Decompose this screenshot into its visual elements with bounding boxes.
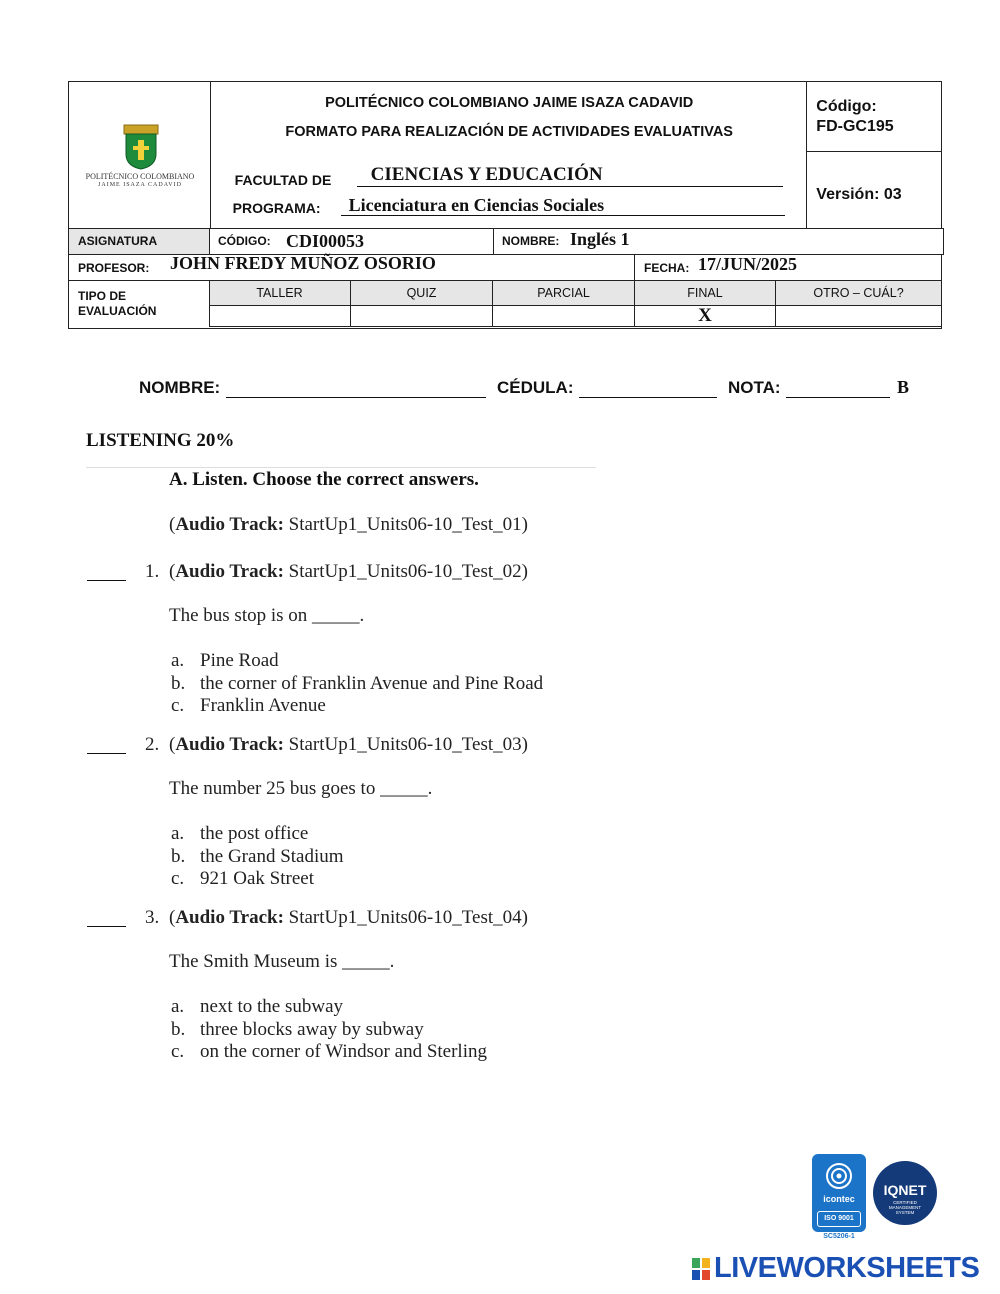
answer-blank[interactable] [87, 753, 126, 754]
eval-quiz-cell[interactable] [351, 305, 492, 326]
logo-subcaption: JAIME ISAZA CADAVID [98, 182, 182, 188]
codigo-label: Código: [816, 98, 877, 115]
intro-audio-track[interactable]: (Audio Track: StartUp1_Units06-10_Test_01) [169, 514, 528, 535]
tipo-evaluacion-label: TIPO DE EVALUACIÓN [78, 289, 157, 318]
iqnet-sub: CERTIFIED MANAGEMENT SYSTEM [888, 1200, 922, 1215]
option-a[interactable]: the post office [200, 823, 309, 844]
option-c-letter: c. [171, 695, 185, 716]
profesor-label: PROFESOR: [78, 261, 150, 275]
nombre-asig-label: NOMBRE: [502, 234, 560, 248]
codigo-value: FD-GC195 [816, 118, 894, 135]
option-c[interactable]: 921 Oak Street [200, 868, 314, 889]
option-a[interactable]: Pine Road [200, 650, 279, 671]
iso-label: ISO 9001 [817, 1211, 861, 1227]
eval-taller-header: TALLER [256, 286, 303, 300]
option-c-letter: c. [171, 1041, 185, 1062]
programa-label: PROGRAMA: [232, 200, 321, 216]
option-c-letter: c. [171, 868, 185, 889]
audio-track[interactable]: (Audio Track: StartUp1_Units06-10_Test_03) [169, 734, 528, 755]
codigo-asig-label: CÓDIGO: [218, 234, 271, 248]
codigo-asig-value[interactable]: CDI00053 [286, 231, 365, 251]
question-prompt: The bus stop is on _____. [169, 605, 365, 626]
liveworksheets-logo-icon [692, 1258, 710, 1280]
option-a-letter: a. [171, 996, 185, 1017]
question-number: 1. [145, 561, 160, 582]
audio-track[interactable]: (Audio Track: StartUp1_Units06-10_Test_04) [169, 907, 528, 928]
answer-blank[interactable] [87, 580, 126, 581]
logo-cell [69, 82, 211, 230]
icontec-name: icontec [823, 1194, 855, 1204]
eval-taller-cell[interactable] [209, 305, 350, 326]
asignatura-label: ASIGNATURA [78, 234, 158, 248]
profesor-value[interactable]: JOHN FREDY MUÑOZ OSORIO [170, 253, 436, 273]
option-a[interactable]: next to the subway [200, 996, 344, 1017]
eval-parcial-cell[interactable] [493, 305, 634, 326]
option-b-letter: b. [171, 846, 186, 867]
nota-label: NOTA: [728, 378, 781, 397]
eval-final-header: FINAL [687, 286, 723, 300]
liveworksheets-watermark: LIVEWORKSHEETS [714, 1252, 980, 1284]
version-letter: B [897, 377, 910, 397]
audio-track[interactable]: (Audio Track: StartUp1_Units06-10_Test_02) [169, 561, 528, 582]
fecha-label: FECHA: [644, 261, 690, 275]
iqnet-name: IQNET [883, 1182, 927, 1198]
info-grid [68, 228, 942, 328]
eval-type-grid [209, 280, 942, 329]
student-name-label: NOMBRE: [139, 378, 221, 397]
fecha-value[interactable]: 17/JUN/2025 [698, 254, 797, 274]
icontec-icon [825, 1162, 853, 1195]
version-label: Versión: 03 [816, 186, 902, 203]
question-prompt: The number 25 bus goes to _____. [169, 778, 433, 799]
eval-otro-header: OTRO – CUÁL? [813, 286, 904, 300]
title-cell [210, 82, 807, 230]
option-b-letter: b. [171, 1019, 186, 1040]
question-number: 3. [145, 907, 160, 928]
option-c[interactable]: on the corner of Windsor and Sterling [200, 1041, 487, 1062]
option-c[interactable]: Franklin Avenue [200, 695, 326, 716]
institution-name: POLITÉCNICO COLOMBIANO JAIME ISAZA CADAVID [325, 95, 694, 111]
iqnet-badge [873, 1161, 937, 1225]
cedula-label: CÉDULA: [497, 378, 574, 397]
question-number: 2. [145, 734, 160, 755]
facultad-value[interactable]: CIENCIAS Y EDUCACIÓN [370, 164, 603, 185]
nota-field[interactable] [786, 397, 890, 398]
header-table [68, 81, 942, 230]
option-b[interactable]: the corner of Franklin Avenue and Pine Road [200, 673, 544, 694]
eval-quiz-header: QUIZ [406, 286, 437, 300]
section-instruction: A. Listen. Choose the correct answers. [169, 469, 479, 490]
icontec-badge [812, 1154, 866, 1232]
option-a-letter: a. [171, 650, 185, 671]
option-b[interactable]: three blocks away by subway [200, 1019, 424, 1040]
institution-logo [123, 124, 159, 175]
student-name-field[interactable] [226, 397, 486, 398]
nombre-asig-value[interactable]: Inglés 1 [570, 229, 630, 249]
code-cell [807, 82, 942, 230]
format-title: FORMATO PARA REALIZACIÓN DE ACTIVIDADES EVALUATIVAS [285, 124, 733, 140]
option-a-letter: a. [171, 823, 185, 844]
iso-code: SC5206-1 [823, 1233, 855, 1240]
option-b[interactable]: the Grand Stadium [200, 846, 344, 867]
eval-parcial-header: PARCIAL [537, 286, 590, 300]
cedula-field[interactable] [579, 397, 717, 398]
logo-caption: POLITÉCNICO COLOMBIANO [85, 172, 195, 181]
section-title: LISTENING 20% [86, 430, 235, 451]
eval-final-cell[interactable]: X [698, 305, 712, 326]
eval-otro-cell[interactable] [776, 305, 941, 326]
option-b-letter: b. [171, 673, 186, 694]
question-prompt: The Smith Museum is _____. [169, 951, 395, 972]
facultad-label: FACULTAD DE [234, 172, 332, 188]
programa-value[interactable]: Licenciatura en Ciencias Sociales [348, 195, 605, 215]
answer-blank[interactable] [87, 926, 126, 927]
